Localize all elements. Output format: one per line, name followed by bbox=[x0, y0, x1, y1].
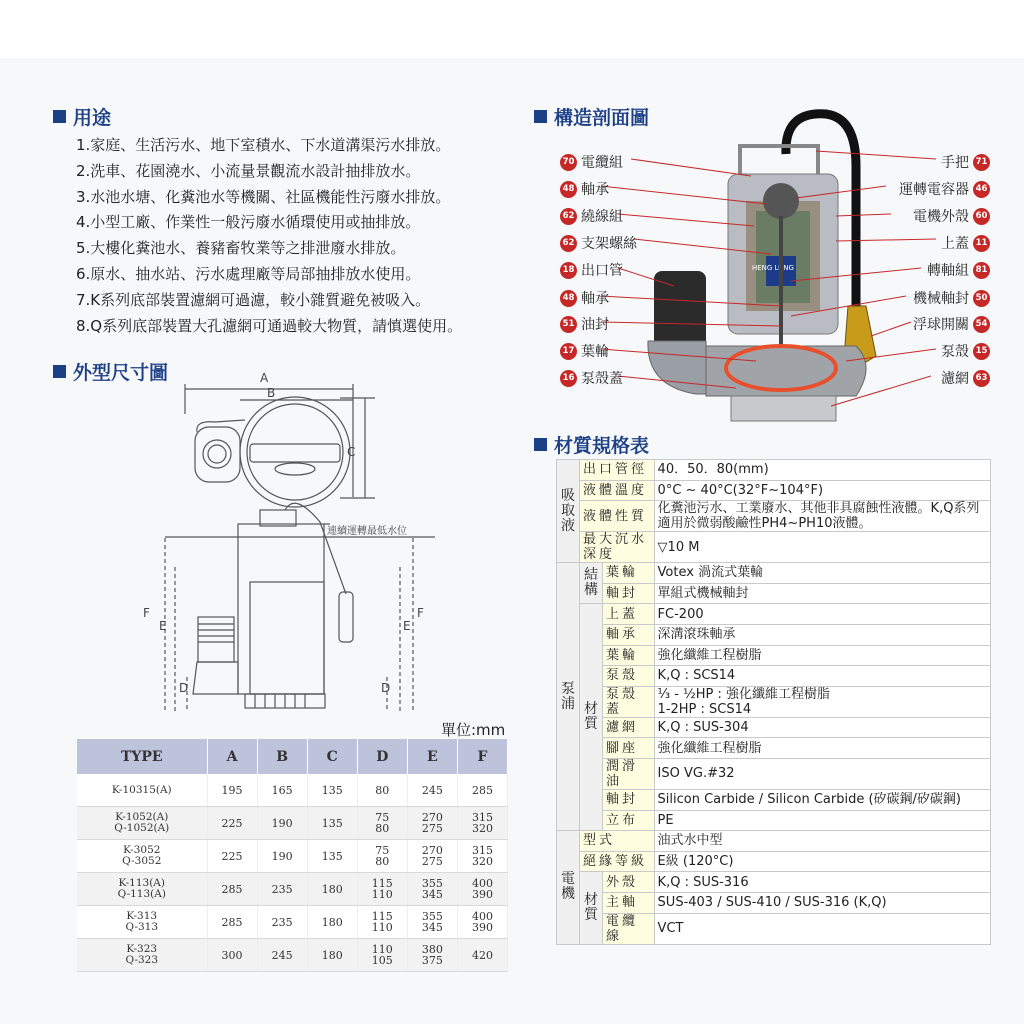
part-label-left bbox=[560, 314, 609, 334]
part-number-badge: 70 bbox=[560, 154, 577, 171]
spec-title: 材質規格表 bbox=[534, 431, 649, 458]
group-label-motor: 電 機 bbox=[557, 831, 580, 944]
part-label-right bbox=[913, 288, 990, 308]
spec-key: 主軸 bbox=[603, 892, 655, 913]
dim-cell: 285 bbox=[457, 774, 507, 807]
dim-cell: 270 275 bbox=[407, 840, 457, 873]
dim-cell: 225 bbox=[207, 840, 257, 873]
part-name: 油封 bbox=[581, 317, 609, 333]
part-name: 泵殼 bbox=[941, 344, 969, 360]
dim-cell: 190 bbox=[257, 807, 307, 840]
part-label-right bbox=[941, 152, 990, 172]
subgroup-label-structure: 結 構 bbox=[580, 563, 603, 604]
part-number-badge: 11 bbox=[973, 235, 990, 252]
use-item: 5.大樓化糞池水、養豬畜牧業等之排泄廢水排放。 bbox=[76, 239, 406, 258]
spec-row bbox=[557, 666, 991, 687]
spec-row bbox=[557, 583, 991, 604]
material-spec-table bbox=[556, 459, 991, 945]
part-number-badge: 51 bbox=[560, 316, 577, 333]
part-label-right bbox=[927, 260, 990, 280]
spec-value: ▽10 M bbox=[654, 532, 990, 563]
part-label-left bbox=[560, 206, 623, 226]
dims-header-cell: C bbox=[307, 739, 357, 774]
spec-row bbox=[557, 563, 991, 584]
spec-key: 葉輪 bbox=[603, 645, 655, 666]
part-name: 浮球開關 bbox=[913, 317, 969, 333]
water-level-label: 連續運轉最低水位 bbox=[327, 526, 407, 537]
part-label-right bbox=[899, 179, 990, 199]
spec-key: 立布 bbox=[603, 810, 655, 831]
dim-label-d-left: D bbox=[179, 681, 189, 695]
part-label-right bbox=[941, 233, 990, 253]
spec-row bbox=[557, 810, 991, 831]
dims-header-cell: A bbox=[207, 739, 257, 774]
part-label-left bbox=[560, 152, 623, 172]
part-number-badge: 50 bbox=[973, 290, 990, 307]
part-name: 泵殼蓋 bbox=[581, 371, 623, 387]
dim-cell: 270 275 bbox=[407, 807, 457, 840]
use-item: 3.水池水塘、化糞池水等機關、社區機能性污廢水排放。 bbox=[76, 187, 451, 206]
spec-row bbox=[557, 738, 991, 759]
dimension-drawing bbox=[135, 372, 435, 717]
section-marker-icon bbox=[534, 438, 547, 451]
dims-header-cell: F bbox=[457, 739, 507, 774]
dim-cell: 300 bbox=[207, 939, 257, 972]
table-row bbox=[77, 873, 508, 906]
spec-key: 軸封 bbox=[603, 789, 655, 810]
part-label-left bbox=[560, 368, 623, 388]
type-cell: K-10315(A) bbox=[77, 774, 207, 807]
type-cell: K-3052 Q-3052 bbox=[77, 840, 207, 873]
spec-value: Votex 渦流式葉輪 bbox=[654, 563, 990, 584]
part-label-left bbox=[560, 260, 623, 280]
dim-cell: 400 390 bbox=[457, 906, 507, 939]
dim-cell: 135 bbox=[307, 807, 357, 840]
dim-label-f-left: F bbox=[143, 606, 150, 620]
spec-key: 濾網 bbox=[603, 717, 655, 738]
type-cell: K-1052(A) Q-1052(A) bbox=[77, 807, 207, 840]
dim-label-e-right: E bbox=[403, 619, 411, 633]
part-label-right bbox=[913, 206, 990, 226]
part-name: 電機外殼 bbox=[913, 209, 969, 225]
spec-key: 葉輪 bbox=[603, 563, 655, 584]
spec-key: 腳座 bbox=[603, 738, 655, 759]
unit-label: 單位:mm bbox=[441, 721, 506, 739]
part-number-badge: 60 bbox=[973, 208, 990, 225]
spec-row bbox=[557, 851, 991, 872]
dim-cell: 115 110 bbox=[357, 906, 407, 939]
dim-cell: 420 bbox=[457, 939, 507, 972]
part-name: 電纜組 bbox=[581, 155, 623, 171]
spec-row bbox=[557, 501, 991, 532]
dim-cell: 400 390 bbox=[457, 873, 507, 906]
spec-row bbox=[557, 913, 991, 944]
section-marker-icon bbox=[53, 365, 66, 378]
spec-row bbox=[557, 532, 991, 563]
part-name: 軸承 bbox=[581, 291, 609, 307]
dims-title: 外型尺寸圖 bbox=[53, 358, 168, 385]
brand-text: HENG LUNG bbox=[752, 264, 794, 272]
dim-label-a: A bbox=[260, 372, 269, 385]
part-label-right bbox=[941, 368, 990, 388]
spec-value: FC-200 bbox=[654, 604, 990, 625]
dim-cell: 285 bbox=[207, 906, 257, 939]
spec-key: 潤滑油 bbox=[603, 758, 655, 789]
spec-value: K,Q : SUS-304 bbox=[654, 717, 990, 738]
part-number-badge: 15 bbox=[973, 343, 990, 360]
use-item: 4.小型工廠、作業性一般污廢水循環使用或抽排放。 bbox=[76, 213, 421, 232]
top-band bbox=[0, 0, 1024, 58]
spec-key: 電纜線 bbox=[603, 913, 655, 944]
dims-header-cell: TYPE bbox=[77, 739, 207, 774]
spec-value: 深溝滾珠軸承 bbox=[654, 624, 990, 645]
group-label-suction: 吸 取 液 bbox=[557, 460, 580, 563]
part-name: 濾網 bbox=[941, 371, 969, 387]
spec-key: 外殼 bbox=[603, 872, 655, 893]
use-item: 7.K系列底部裝置濾網可過濾，較小雜質避免被吸入。 bbox=[76, 290, 431, 309]
dim-label-e-left: E bbox=[159, 619, 167, 633]
spec-value: 40．50．80(mm) bbox=[654, 460, 990, 481]
type-cell: K-313 Q-313 bbox=[77, 906, 207, 939]
use-item: 2.洗車、花園澆水、小流量景觀流水設計抽排放水。 bbox=[76, 161, 421, 180]
dim-cell: 245 bbox=[257, 939, 307, 972]
use-item: 8.Q系列底部裝置大孔濾網可通過較大物質，請慎選使用。 bbox=[76, 316, 463, 335]
table-row bbox=[77, 906, 508, 939]
table-row bbox=[77, 939, 508, 972]
spec-row bbox=[557, 789, 991, 810]
spec-value: 單組式機械軸封 bbox=[654, 583, 990, 604]
spec-key: 上蓋 bbox=[603, 604, 655, 625]
part-label-left bbox=[560, 341, 609, 361]
dims-table-body bbox=[77, 774, 508, 972]
section-marker-icon bbox=[534, 110, 547, 123]
part-name: 上蓋 bbox=[941, 236, 969, 252]
spec-row bbox=[557, 717, 991, 738]
spec-value: 強化纖維工程樹脂 bbox=[654, 645, 990, 666]
dim-cell: 285 bbox=[207, 873, 257, 906]
part-name: 出口管 bbox=[581, 263, 623, 279]
structure-title: 構造剖面圖 bbox=[534, 103, 649, 130]
dim-cell: 135 bbox=[307, 840, 357, 873]
dim-cell: 75 80 bbox=[357, 840, 407, 873]
spec-key: 軸封 bbox=[603, 583, 655, 604]
table-row bbox=[77, 807, 508, 840]
spec-value: 化糞池污水、工業廢水、其他非具腐蝕性液體。K,Q系列適用於微弱酸鹼性PH4~PH10液體。 bbox=[654, 501, 990, 532]
dim-cell: 180 bbox=[307, 873, 357, 906]
dim-label-d-right: D bbox=[381, 681, 391, 695]
part-label-left bbox=[560, 233, 637, 253]
uses-list bbox=[76, 133, 462, 339]
part-number-badge: 48 bbox=[560, 181, 577, 198]
spec-value: 油式水中型 bbox=[654, 831, 990, 852]
part-number-badge: 54 bbox=[973, 316, 990, 333]
dims-header-cell: B bbox=[257, 739, 307, 774]
subgroup-label-material: 材 質 bbox=[580, 604, 603, 831]
part-name: 支架螺絲 bbox=[581, 236, 637, 252]
spec-key: 液體溫度 bbox=[580, 480, 655, 501]
spec-key: 最大沉水深度 bbox=[580, 532, 655, 563]
type-cell: K-323 Q-323 bbox=[77, 939, 207, 972]
spec-value: Silicon Carbide / Silicon Carbide (矽碳鋼/矽碳鋼) bbox=[654, 789, 990, 810]
subgroup-label-motor-material: 材 質 bbox=[580, 872, 603, 944]
dim-cell: 380 375 bbox=[407, 939, 457, 972]
spec-value: SUS-403 / SUS-410 / SUS-316 (K,Q) bbox=[654, 892, 990, 913]
dim-cell: 225 bbox=[207, 807, 257, 840]
part-name: 機械軸封 bbox=[913, 291, 969, 307]
spec-value: K,Q : SUS-316 bbox=[654, 872, 990, 893]
dim-cell: 355 345 bbox=[407, 906, 457, 939]
dim-cell: 235 bbox=[257, 873, 307, 906]
spec-row bbox=[557, 831, 991, 852]
dim-cell: 80 bbox=[357, 774, 407, 807]
use-item: 1.家庭、生活污水、地下室積水、下水道溝渠污水排放。 bbox=[76, 136, 451, 154]
dimensions-table bbox=[77, 739, 508, 972]
spec-value: 強化纖維工程樹脂 bbox=[654, 738, 990, 759]
part-name: 繞線組 bbox=[581, 209, 623, 225]
group-label-pump: 泵 浦 bbox=[557, 563, 580, 831]
part-label-left bbox=[560, 288, 609, 308]
use-item: 6.原水、抽水站、污水處理廠等局部抽排放水使用。 bbox=[76, 264, 421, 283]
spec-row bbox=[557, 686, 991, 717]
spec-value: VCT bbox=[654, 913, 990, 944]
dims-header-row bbox=[77, 739, 508, 774]
spec-value: ⅓ - ½HP : 強化纖維工程樹脂 1-2HP : SCS14 bbox=[654, 686, 990, 717]
spec-value: PE bbox=[654, 810, 990, 831]
spec-row bbox=[557, 460, 991, 481]
spec-key: 型式 bbox=[580, 831, 655, 852]
spec-key: 泵殼蓋 bbox=[603, 686, 655, 717]
spec-row bbox=[557, 624, 991, 645]
part-number-badge: 62 bbox=[560, 208, 577, 225]
spec-key: 出口管徑 bbox=[580, 460, 655, 481]
dim-cell: 315 320 bbox=[457, 807, 507, 840]
dim-cell: 135 bbox=[307, 774, 357, 807]
spec-row bbox=[557, 758, 991, 789]
type-cell: K-113(A) Q-113(A) bbox=[77, 873, 207, 906]
part-name: 轉軸組 bbox=[927, 263, 969, 279]
part-number-badge: 18 bbox=[560, 262, 577, 279]
spec-row bbox=[557, 892, 991, 913]
spec-row bbox=[557, 645, 991, 666]
dim-cell: 315 320 bbox=[457, 840, 507, 873]
dim-cell: 355 345 bbox=[407, 873, 457, 906]
spec-key: 液體性質 bbox=[580, 501, 655, 532]
dims-header-cell: D bbox=[357, 739, 407, 774]
dim-cell: 180 bbox=[307, 939, 357, 972]
part-number-badge: 81 bbox=[973, 262, 990, 279]
section-marker-icon bbox=[53, 110, 66, 123]
part-number-badge: 17 bbox=[560, 343, 577, 360]
part-name: 葉輪 bbox=[581, 344, 609, 360]
part-number-badge: 63 bbox=[973, 370, 990, 387]
spec-value: 0°C ~ 40°C(32°F~104°F) bbox=[654, 480, 990, 501]
dim-cell: 195 bbox=[207, 774, 257, 807]
spec-row bbox=[557, 604, 991, 625]
spec-key: 軸承 bbox=[603, 624, 655, 645]
part-name: 軸承 bbox=[581, 182, 609, 198]
dim-cell: 115 110 bbox=[357, 873, 407, 906]
dim-cell: 235 bbox=[257, 906, 307, 939]
part-label-right bbox=[941, 341, 990, 361]
spec-value: K,Q : SCS14 bbox=[654, 666, 990, 687]
spec-key: 泵殼 bbox=[603, 666, 655, 687]
dim-label-c: C bbox=[347, 445, 356, 459]
part-name: 手把 bbox=[941, 155, 969, 171]
table-row bbox=[77, 840, 508, 873]
dim-cell: 110 105 bbox=[357, 939, 407, 972]
dim-cell: 165 bbox=[257, 774, 307, 807]
part-label-right bbox=[913, 314, 990, 334]
spec-value: E級 (120°C) bbox=[654, 851, 990, 872]
dim-label-b: B bbox=[267, 386, 276, 400]
part-number-badge: 48 bbox=[560, 290, 577, 307]
table-row bbox=[77, 774, 508, 807]
dims-header-cell: E bbox=[407, 739, 457, 774]
dim-cell: 190 bbox=[257, 840, 307, 873]
uses-title: 用途 bbox=[53, 103, 111, 130]
part-number-badge: 62 bbox=[560, 235, 577, 252]
part-number-badge: 46 bbox=[973, 181, 990, 198]
dim-label-f-right: F bbox=[417, 606, 424, 620]
dim-cell: 180 bbox=[307, 906, 357, 939]
part-number-badge: 16 bbox=[560, 370, 577, 387]
spec-row bbox=[557, 480, 991, 501]
spec-key: 絕緣等級 bbox=[580, 851, 655, 872]
part-name: 運轉電容器 bbox=[899, 182, 969, 198]
dim-cell: 75 80 bbox=[357, 807, 407, 840]
dim-cell: 245 bbox=[407, 774, 457, 807]
spec-row bbox=[557, 872, 991, 893]
part-label-left bbox=[560, 179, 609, 199]
spec-value: ISO VG.#32 bbox=[654, 758, 990, 789]
part-number-badge: 71 bbox=[973, 154, 990, 171]
